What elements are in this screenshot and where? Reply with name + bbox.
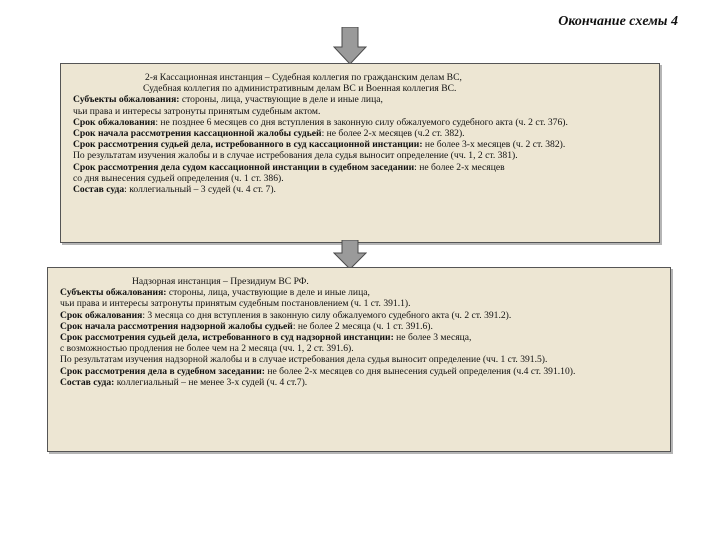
supervisory-review-term [60, 332, 660, 343]
supervisory-appeal-term-label: Срок обжалования [60, 309, 143, 321]
cassation-review-term [73, 139, 649, 150]
supervisory-hearing-term-text: не более 2-х месяцев со дня вынесения судьей определения (ч.4 ст. 391.10). [264, 365, 576, 377]
supervisory-court-text: коллегиальный – не менее 3-х судей (ч. 4 ст.7). [114, 376, 308, 388]
cassation-review-term-text: не более 3-х месяцев (ч. 2 ст. 382). [422, 139, 566, 151]
cassation-start-term-label: Срок начала рассмотрения кассационной жалобы судьей [73, 128, 322, 140]
cassation-hearing-term-text2: со дня вынесения судьей определения (ч. 1 ст. 386). [73, 172, 284, 184]
cassation-heading-line1: 2-я Кассационная инстанция – Судебная коллегия по гражданским делам ВС, [145, 72, 462, 83]
cassation-subjects-text2: чьи права и интересы затронуты принятым судебным актом. [73, 105, 321, 117]
cassation-start-term [73, 128, 649, 139]
supervisory-review-term-text2: с возможностью продления не более чем на 2 месяца (чч. 1, 2 ст. 391.6). [60, 343, 354, 355]
down-arrow-icon [333, 240, 367, 270]
supervisory-instance-box [47, 267, 671, 452]
supervisory-start-term [60, 321, 660, 332]
cassation-subjects [73, 94, 649, 105]
supervisory-subjects-text: стороны, лица, участвующие в деле и иные лица, [166, 287, 370, 299]
cassation-start-term-text: : не более 2-х месяцев (ч.2 ст. 382). [321, 128, 465, 140]
cassation-court-label: Состав суда [73, 184, 125, 196]
page-title: Окончание схемы 4 [558, 14, 678, 29]
supervisory-subjects-text2: чьи права и интересы затронуты принятым судебным постановлением (ч. 1 ст. 391.1). [60, 298, 411, 310]
supervisory-subjects [60, 287, 660, 298]
cassation-instance-box [60, 63, 660, 243]
supervisory-appeal-term-text: : 3 месяца со дня вступления в законную силу обжалуемого судебного акта (ч. 2 ст. 391.2). [142, 309, 512, 321]
cassation-appeal-term-label: Срок обжалования [73, 116, 156, 128]
supervisory-court-label: Состав суда: [60, 376, 115, 388]
down-arrow-icon [333, 27, 367, 65]
cassation-result-text: По результатам изучения жалобы и в случае истребования дела судья выносит определение (чч. 1, 2 ст. 381). [73, 150, 518, 162]
supervisory-hearing-term-label: Срок рассмотрения дела в судебном заседании: [60, 365, 265, 377]
cassation-subjects-text: стороны, лица, участвующие в деле и иные лица, [179, 94, 383, 106]
supervisory-review-term-label: Срок рассмотрения судьей дела, истребованного в суд надзорной инстанции: [60, 332, 394, 344]
cassation-subjects-label: Субъекты обжалования: [73, 94, 180, 106]
supervisory-subjects-label: Субъекты обжалования: [60, 287, 167, 299]
supervisory-review-term-text: не более 3 месяца, [393, 332, 472, 344]
cassation-review-term-label: Срок рассмотрения судьей дела, истребованного в суд кассационной инстанции: [73, 139, 423, 151]
cassation-appeal-term-text: : не позднее 6 месяцев со дня вступления в законную силу обжалуемого судебного акта (ч. 2 ст. 376). [155, 116, 568, 128]
supervisory-hearing-term [60, 366, 660, 377]
cassation-appeal-term [73, 117, 649, 128]
supervisory-result-text: По результатам изучения надзорной жалобы и в случае истребования дела судья выносит определение (чч. 1 ст. 391.5). [60, 354, 548, 366]
supervisory-start-term-label: Срок начала рассмотрения надзорной жалобы судьей [60, 320, 293, 332]
cassation-court [73, 184, 649, 195]
cassation-heading-line2: Судебная коллегия по административным делам ВС и Военная коллегия ВС. [143, 83, 457, 95]
cassation-court-text: : коллегиальный – 3 судей (ч. 4 ст. 7). [124, 184, 276, 196]
cassation-hearing-term [73, 162, 649, 173]
cassation-hearing-term-text: : не более 2-х месяцев [414, 161, 505, 173]
supervisory-appeal-term [60, 310, 660, 321]
supervisory-heading: Надзорная инстанция – Президиум ВС РФ. [132, 276, 309, 287]
cassation-hearing-term-label: Срок рассмотрения дела судом кассационной инстанции в судебном заседании [73, 161, 415, 173]
supervisory-start-term-text: : не более 2 месяца (ч. 1 ст. 391.6). [292, 320, 433, 332]
supervisory-court [60, 377, 660, 388]
